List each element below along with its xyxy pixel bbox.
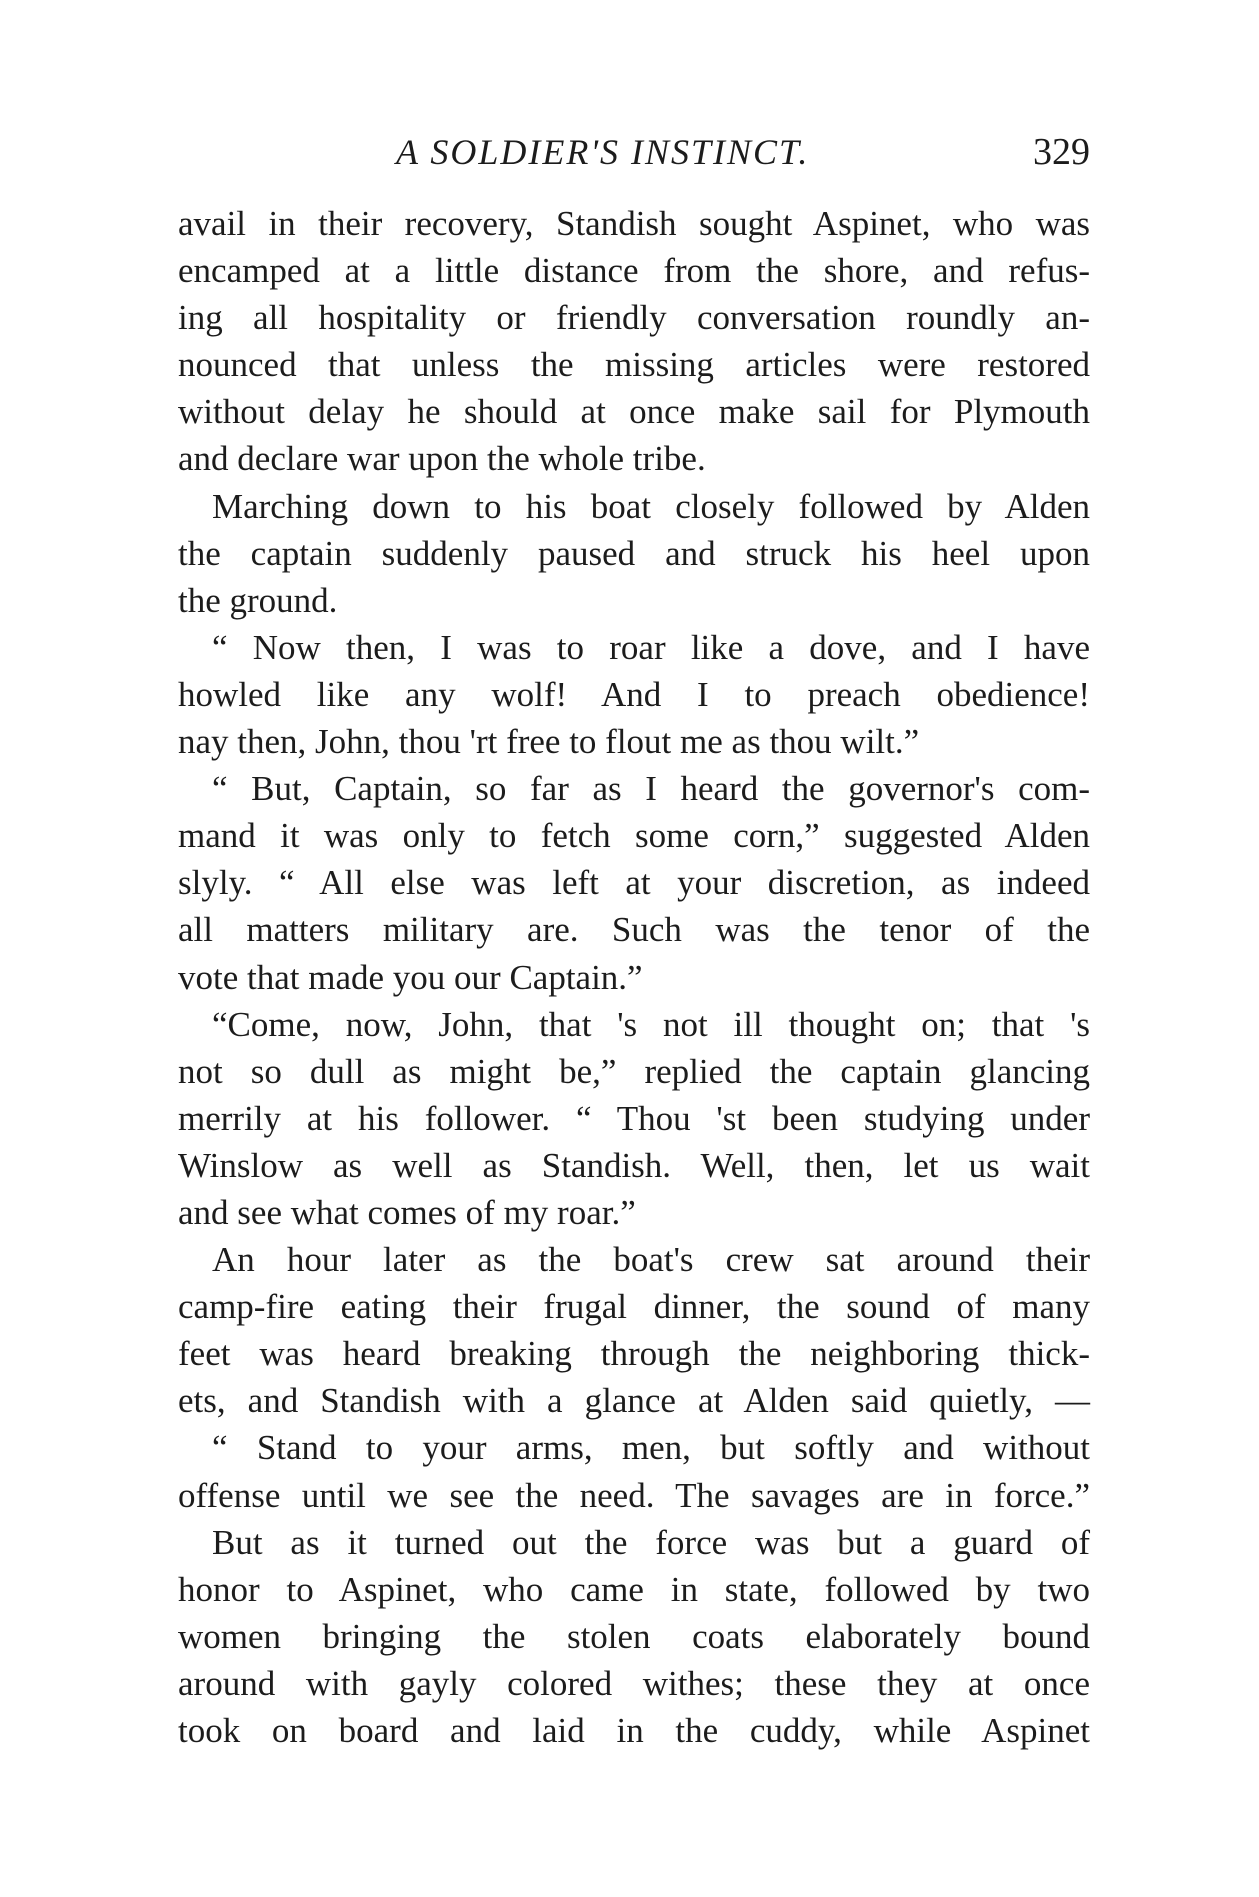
text-line: ing all hospitality or friendly conversation roundly an- (178, 298, 1090, 338)
text-line: and see what comes of my roar.” (178, 1192, 636, 1232)
text-line: offense until we see the need. The savages are in force.” (178, 1475, 1090, 1515)
text-line: honor to Aspinet, who came in state, followed by two (178, 1569, 1090, 1609)
text-line: without delay he should at once make sail for Plymouth (178, 392, 1090, 432)
text-line: and declare war upon the whole tribe. (178, 439, 706, 479)
text-line: encamped at a little distance from the shore, and refus- (178, 251, 1090, 291)
text-line: around with gayly colored withes; these they at once (178, 1663, 1090, 1703)
text-line: nay then, John, thou 'rt free to flout me as thou wilt.” (178, 722, 920, 762)
text-line: “Come, now, John, that 's not ill thought on; that 's (212, 1004, 1090, 1044)
text-line: An hour later as the boat's crew sat around their (212, 1240, 1090, 1280)
text-line: not so dull as might be,” replied the captain glancing (178, 1051, 1090, 1091)
text-line: mand it was only to fetch some corn,” suggested Alden (178, 816, 1090, 856)
text-line: ets, and Standish with a glance at Alden said quietly, — (178, 1381, 1090, 1421)
text-line: Marching down to his boat closely followed by Alden (212, 486, 1090, 526)
text-line: women bringing the stolen coats elaborately bound (178, 1616, 1090, 1656)
running-head (178, 122, 1090, 182)
text-line: slyly. “ All else was left at your discretion, as indeed (178, 863, 1090, 903)
text-line: camp-fire eating their frugal dinner, the sound of many (178, 1287, 1090, 1327)
text-line: feet was heard breaking through the neighboring thick- (178, 1334, 1090, 1374)
text-line: took on board and laid in the cuddy, while Aspinet (178, 1711, 1090, 1750)
text-line: all matters military are. Such was the tenor of the (178, 910, 1090, 950)
body-text (178, 200, 1090, 1754)
page-number: 329 (1033, 131, 1090, 173)
text-line: the captain suddenly paused and struck his heel upon (178, 533, 1090, 573)
text-line: “ But, Captain, so far as I heard the governor's com- (212, 769, 1090, 809)
text-line: the ground. (178, 580, 338, 620)
text-line: vote that made you our Captain.” (178, 957, 643, 997)
text-line: “ Now then, I was to roar like a dove, and I have (212, 627, 1090, 667)
text-line: howled like any wolf! And I to preach obedience! (178, 674, 1090, 714)
text-line: But as it turned out the force was but a guard of (212, 1522, 1090, 1562)
text-line: nounced that unless the missing articles were restored (178, 345, 1090, 385)
running-title: A SOLDIER'S INSTINCT. (396, 132, 810, 172)
text-line: avail in their recovery, Standish sought Aspinet, who was (178, 204, 1090, 243)
text-line: merrily at his follower. “ Thou 'st been studying under (178, 1098, 1090, 1138)
text-line: Winslow as well as Standish. Well, then, let us wait (178, 1145, 1090, 1185)
text-line: “ Stand to your arms, men, but softly and without (212, 1428, 1090, 1468)
